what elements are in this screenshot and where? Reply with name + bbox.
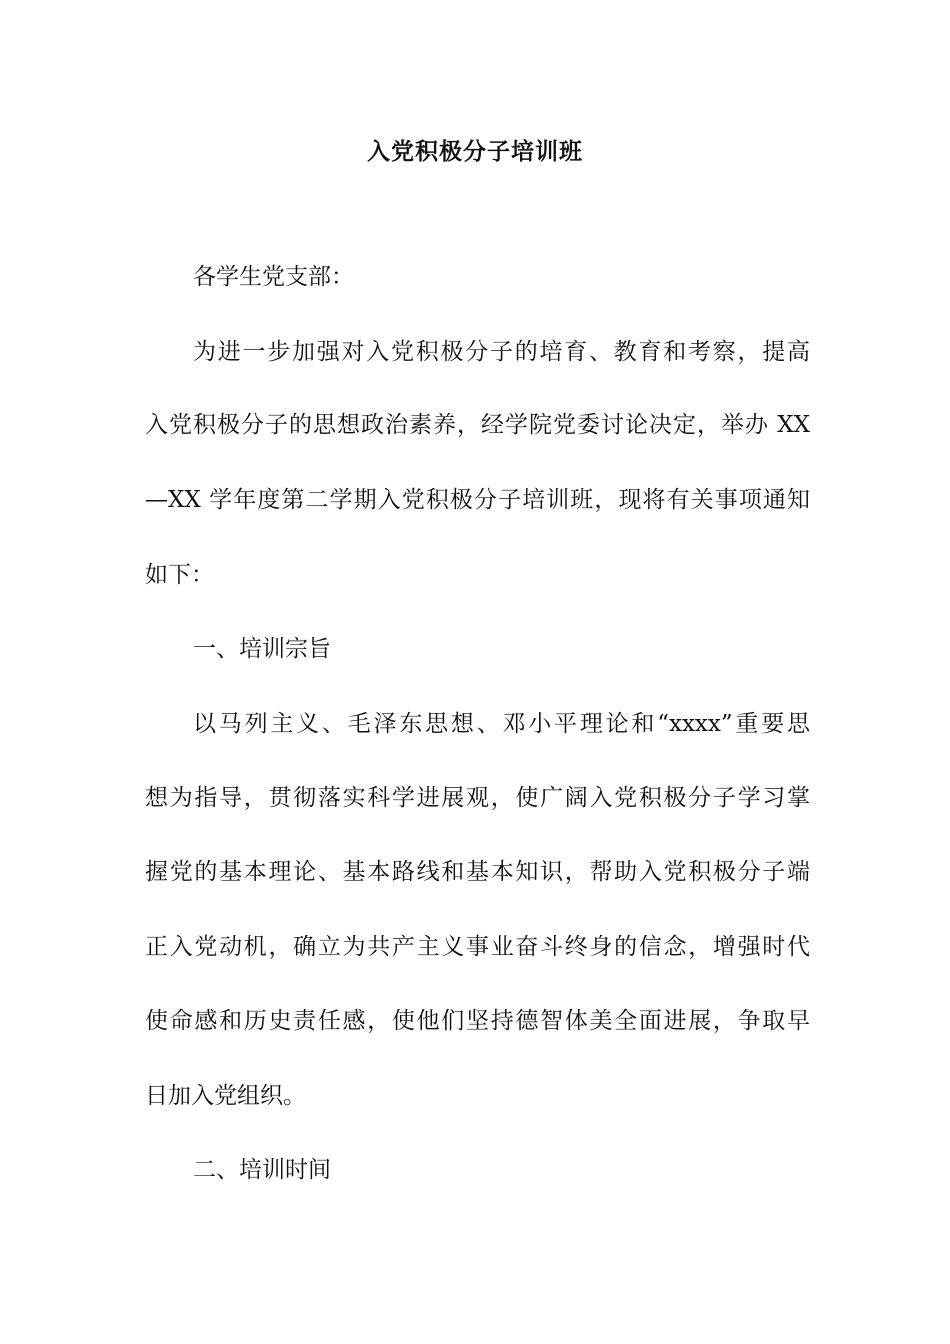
section-heading: 二、培训时间 [193, 1157, 331, 1183]
intro-line: —XX 学年度第二学期入党积极分子培训班，现将有关事项通知 [145, 487, 810, 513]
section-body-line: 使命感和历史责任感，使他们坚持德智体美全面进展，争取早 [145, 1008, 810, 1034]
section-body-line: 以马列主义、毛泽东思想、邓小平理论和“xxxx”重要思 [193, 711, 810, 737]
intro-line: 如下： [145, 562, 214, 588]
section-body-line: 日加入党组织。 [145, 1083, 306, 1109]
section-body-line: 想为指导，贯彻落实科学进展观，使广阔入党积极分子学习掌 [145, 785, 810, 811]
salutation: 各学生党支部： [193, 264, 354, 290]
section-heading: 一、培训宗旨 [193, 636, 331, 662]
document-title: 入党积极分子培训班 [367, 138, 583, 165]
section-body-line: 握党的基本理论、基本路线和基本知识，帮助入党积极分子端 [145, 859, 810, 885]
section-body-line: 正入党动机，确立为共产主义事业奋斗终身的信念，增强时代 [145, 934, 810, 960]
intro-line: 入党积极分子的思想政治素养，经学院党委讨论决定，举办 XX [145, 412, 810, 438]
intro-line: 为进一步加强对入党积极分子的培育、教育和考察，提高 [193, 339, 810, 365]
